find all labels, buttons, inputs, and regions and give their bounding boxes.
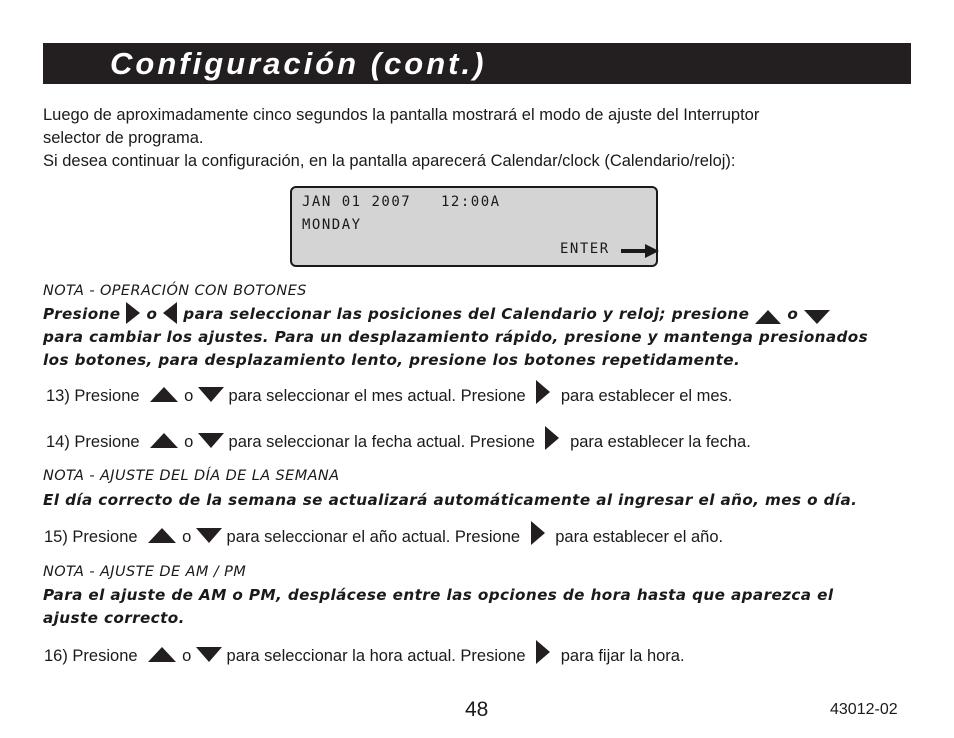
nota-ampm-heading: NOTA - AJUSTE DE AM / PM (43, 564, 247, 580)
nota-botones-heading: NOTA - OPERACIÓN CON BOTONES (43, 283, 307, 299)
step-15 (44, 521, 723, 554)
lcd-enter-label: ENTER (560, 241, 610, 257)
enter-arrow-icon (621, 244, 659, 258)
step-mid: para seleccionar el año actual. Presione (226, 527, 521, 546)
down-triangle-icon (196, 524, 222, 552)
nota-mid-text: para seleccionar las posiciones del Calendario y reloj; presione (183, 305, 750, 323)
page-title: Configuración (cont.) (110, 46, 487, 81)
right-triangle-icon (536, 380, 550, 413)
up-triangle-icon (150, 383, 178, 411)
step-o: o (184, 386, 194, 405)
step-o: o (184, 432, 194, 451)
document-code: 43012-02 (830, 701, 898, 718)
down-triangle-icon (198, 383, 224, 411)
step-o: o (182, 646, 192, 665)
intro-line-3: Si desea continuar la configuración, en la pantalla aparecerá Calendar/clock (Calendario/reloj): (43, 152, 736, 170)
lcd-display (290, 186, 658, 267)
step-mid: para seleccionar el mes actual. Presione (228, 386, 526, 405)
step-13 (46, 380, 732, 413)
intro-line-1: Luego de aproximadamente cinco segundos la pantalla mostrará el modo de ajuste del Interruptor (43, 106, 760, 124)
nota-botones-line-3: los botones, para desplazamiento lento, presione los botones repetidamente. (43, 351, 741, 369)
page-number: 48 (465, 698, 489, 721)
down-triangle-icon (196, 643, 222, 671)
nota-o-word: o (787, 305, 799, 323)
nota-ampm-line-1: Para el ajuste de AM o PM, desplácese entre las opciones de hora hasta que aparezca el (43, 586, 834, 604)
nota-botones-line-2: para cambiar los ajustes. Para un desplazamiento rápido, presione y mantenga presionados (43, 328, 869, 346)
step-num: 14) Presione (46, 432, 140, 451)
intro-line-2: selector de programa. (43, 129, 204, 147)
step-end: para establecer el año. (555, 527, 724, 546)
step-mid: para seleccionar la hora actual. Presione (226, 646, 526, 665)
up-triangle-icon (150, 429, 178, 457)
step-num: 15) Presione (44, 527, 138, 546)
step-num: 16) Presione (44, 646, 138, 665)
step-end: para establecer el mes. (560, 386, 733, 405)
right-triangle-icon (531, 521, 545, 554)
nota-ampm-line-2: ajuste correcto. (43, 609, 185, 627)
lcd-date-time: JAN 01 2007 12:00A (302, 194, 501, 210)
nota-presione-word: Presione (43, 305, 121, 323)
title-bar (43, 43, 911, 84)
step-mid: para seleccionar la fecha actual. Presione (228, 432, 535, 451)
up-triangle-icon (148, 524, 176, 552)
step-end: para fijar la hora. (560, 646, 685, 665)
right-triangle-icon (545, 426, 559, 459)
nota-dia-body: El día correcto de la semana se actualizará automáticamente al ingresar el año, mes o día. (43, 491, 858, 509)
step-num: 13) Presione (46, 386, 140, 405)
nota-dia-heading: NOTA - AJUSTE DEL DÍA DE LA SEMANA (43, 468, 340, 484)
step-o: o (182, 527, 192, 546)
right-triangle-icon (536, 640, 550, 673)
lcd-weekday: MONDAY (302, 217, 362, 233)
down-triangle-icon (198, 429, 224, 457)
step-16 (44, 640, 685, 673)
step-end: para establecer la fecha. (570, 432, 751, 451)
step-14 (46, 426, 751, 459)
up-triangle-icon (148, 643, 176, 671)
nota-o-word: o (146, 305, 158, 323)
